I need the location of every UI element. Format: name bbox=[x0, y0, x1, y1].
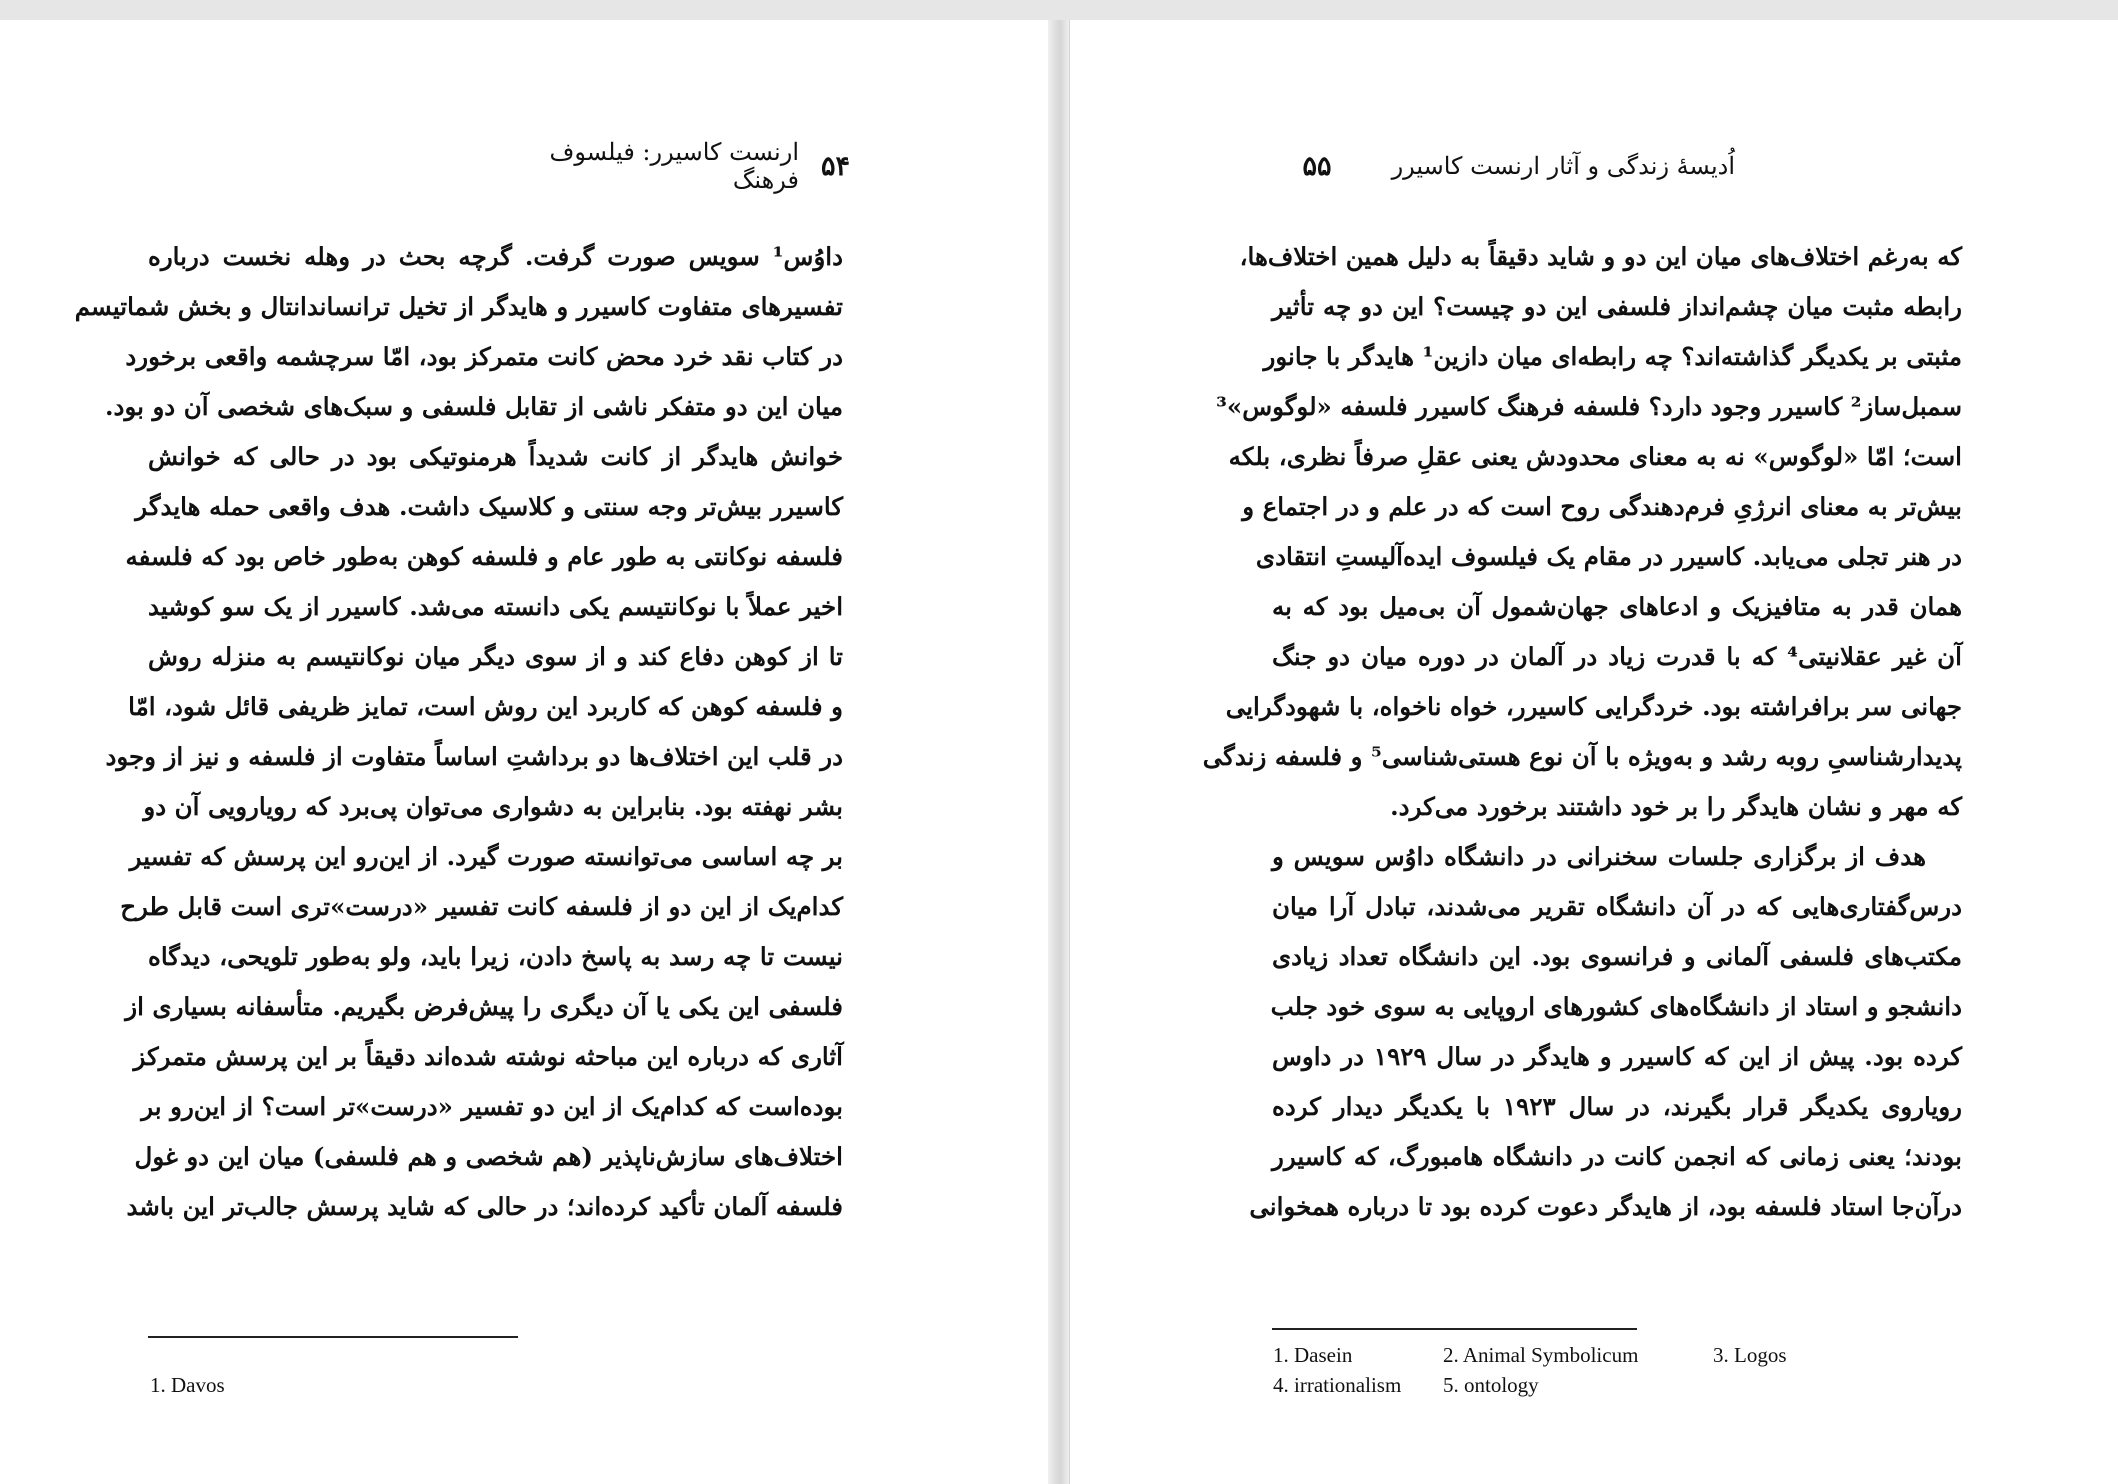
text-line: سمبل‌ساز² کاسیرر وجود دارد؟ فلسفه فرهنگ کاسیرر فلسفه «لوگوس»³ bbox=[1216, 392, 1962, 421]
footnote: 2. Animal Symbolicum bbox=[1443, 1343, 1639, 1367]
text-line: تفسیرهای متفاوت کاسیرر و هایدگر از تخیل ترانساندانتال و بخش شماتیسم bbox=[74, 292, 843, 321]
text-line: که مهر و نشان هایدگر را بر خود داشتند برخورد می‌کرد. bbox=[1390, 792, 1962, 821]
footnote: 4. irrationalism bbox=[1273, 1373, 1402, 1397]
text-line: مکتب‌های فلسفی آلمانی و فرانسوی بود. این دانشگاه تعداد زیادی bbox=[1272, 942, 1962, 971]
text-line: فلسفی این یکی یا آن دیگری را پیش‌فرض بگیریم. متأسفانه بسیاری از bbox=[125, 992, 843, 1021]
text-line: فلسفه آلمان تأکید کرده‌اند؛ در حالی که شاید پرسش جالب‌تر این باشد bbox=[126, 1192, 843, 1221]
text-line: اختلاف‌های سازش‌ناپذیر (هم شخصی و هم فلسفی) میان این دو غول bbox=[134, 1142, 843, 1171]
text-line: آن غیر عقلانیتی⁴ که با قدرت زیاد در آلمان در دوره میان دو جنگ bbox=[1272, 642, 1962, 671]
text-line: بر چه اساسی می‌توانسته صورت گیرد. از این‌رو این پرسش که تفسیر bbox=[129, 842, 843, 871]
text-line: پدیدارشناسیِ روبه رشد و به‌ویژه با آن نوع هستی‌شناسی⁵ و فلسفه زندگی bbox=[1202, 742, 1962, 771]
text-line: خوانش هایدگر از کانت شدیداً هرمنوتیکی بود در حالی که خوانش bbox=[148, 442, 843, 471]
text-line: دانشجو و استاد از دانشگاه‌های کشورهای اروپایی به سوی خود جلب bbox=[1270, 992, 1962, 1021]
text-line: بودند؛ یعنی زمانی که انجمن کانت در دانشگاه هامبورگ، که کاسیرر bbox=[1272, 1142, 1962, 1171]
text-line: کرده بود. پیش از این که کاسیرر و هایدگر در سال ۱۹۲۹ در داوس bbox=[1272, 1042, 1962, 1071]
text-line: جهانی سر برافراشته بود. خردگرایی کاسیرر، خواه ناخواه، با شهودگرایی bbox=[1225, 692, 1962, 721]
right-running-head bbox=[1265, 146, 1735, 186]
text-line: آثاری که درباره این مباحثه نوشته شده‌اند دقیقاً بر این پرسش متمرکز bbox=[133, 1042, 843, 1071]
text-line: درآن‌جا استاد فلسفه بود، از هایدگر دعوت کرده بود تا درباره همخوانی bbox=[1249, 1192, 1962, 1221]
left-running-head bbox=[500, 138, 850, 194]
text-line: داوُس¹ سویس صورت گرفت. گرچه بحث در وهله نخست درباره bbox=[148, 242, 843, 271]
footnote: 5. ontology bbox=[1443, 1373, 1539, 1397]
footnote-grid bbox=[1273, 1340, 1787, 1400]
text-line: در هنر تجلی می‌یابد. کاسیرر در مقام یک فیلسوف ایده‌آلیستِ انتقادی bbox=[1255, 542, 1962, 571]
text-line: نیست تا چه رسد به پاسخ دادن، زیرا باید، ولو به‌طور تلویحی، دیدگاه bbox=[148, 942, 843, 971]
text-line: اخیر عملاً با نوکانتیسم یکی دانسته می‌شد. کاسیرر از یک سو کوشید bbox=[148, 592, 843, 621]
text-line: بوده‌است که کدام‌یک از این دو تفسیر «درست»تر است؟ از این‌رو بر bbox=[141, 1092, 843, 1121]
text-line: و فلسفه کوهن که کاربرد این روش است، تمایز ظریفی قائل شود، امّا bbox=[128, 692, 843, 721]
text-line: میان این دو متفکر ناشی از تقابل فلسفی و سبک‌های شخصی آن دو بود. bbox=[105, 392, 843, 421]
left-footnotes bbox=[150, 1370, 225, 1400]
text-line: فلسفه نوکانتی به طور عام و فلسفه کوهن به‌طور خاص بود که فلسفه bbox=[125, 542, 843, 571]
left-running-title: ارنست کاسیرر: فیلسوف فرهنگ bbox=[549, 138, 799, 194]
right-running-title: اُدیسهٔ زندگی و آثار ارنست کاسیرر bbox=[1391, 152, 1735, 180]
text-line: که به‌رغم اختلاف‌های میان این دو و شاید دقیقاً به دلیل همین اختلاف‌ها، bbox=[1239, 242, 1962, 271]
text-line: در قلب این اختلاف‌ها دو برداشتِ اساساً متفاوت از فلسفه و نیز از وجود bbox=[105, 742, 843, 771]
left-footnote-rule bbox=[148, 1336, 518, 1338]
text-line: بشر نهفته بود. بنابراین به دشواری می‌توان پی‌برد که رویارویی آن دو bbox=[143, 792, 843, 821]
text-line: رویاروی یکدیگر قرار بگیرند، در سال ۱۹۲۳ با یکدیگر دیدار کرده bbox=[1272, 1092, 1962, 1121]
text-line: هدف از برگزاری جلسات سخنرانی در دانشگاه داوُس سویس و bbox=[1272, 842, 1926, 871]
right-body-text bbox=[1202, 232, 1962, 1232]
left-page bbox=[0, 20, 1049, 1484]
text-line: بیش‌تر به معنای انرژیِ فرم‌دهندگی روح است که در علم و در اجتماع و bbox=[1242, 492, 1962, 521]
text-line: رابطه مثبت میان چشم‌انداز فلسفی این دو چیست؟ این دو چه تأثیر bbox=[1272, 292, 1962, 321]
footnote: 1. Davos bbox=[150, 1373, 225, 1397]
text-line: کاسیرر بیش‌تر وجه سنتی و کلاسیک داشت. هدف واقعی حمله هایدگر bbox=[135, 492, 843, 521]
text-line: درس‌گفتاری‌هایی که در آن دانشگاه تقریر می‌شدند، تبادل آرا میان bbox=[1272, 892, 1962, 921]
text-line: همان قدر به متافیزیک و ادعاهای جهان‌شمول آن بی‌میل بود که به bbox=[1272, 592, 1962, 621]
left-page-number: ۵۴ bbox=[820, 150, 850, 182]
text-line: تا از کوهن دفاع کند و از سوی دیگر میان نوکانتیسم به منزله روش bbox=[148, 642, 843, 671]
right-footnote-rule bbox=[1272, 1328, 1637, 1330]
text-line: مثبتی بر یکدیگر گذاشته‌اند؟ چه رابطه‌ای میان دازین¹ هایدگر با جانور bbox=[1263, 342, 1962, 371]
text-line: کدام‌یک از این دو از فلسفه کانت تفسیر «درست»تری است قابل طرح bbox=[120, 892, 843, 921]
left-body-text bbox=[74, 232, 843, 1232]
right-page-number: ۵۵ bbox=[1302, 150, 1332, 182]
footnote: 3. Logos bbox=[1713, 1343, 1787, 1367]
right-footnotes bbox=[1273, 1340, 1787, 1400]
right-page bbox=[1069, 20, 2118, 1484]
text-line: در کتاب نقد خرد محض کانت متمرکز بود، امّا سرچشمه واقعی برخورد bbox=[125, 342, 843, 371]
footnote: 1. Dasein bbox=[1273, 1343, 1353, 1367]
book-gutter bbox=[1048, 20, 1069, 1484]
text-line: است؛ امّا «لوگوس» نه به معنای محدودش یعنی عقلِ صرفاً نظری، بلکه bbox=[1228, 442, 1962, 471]
